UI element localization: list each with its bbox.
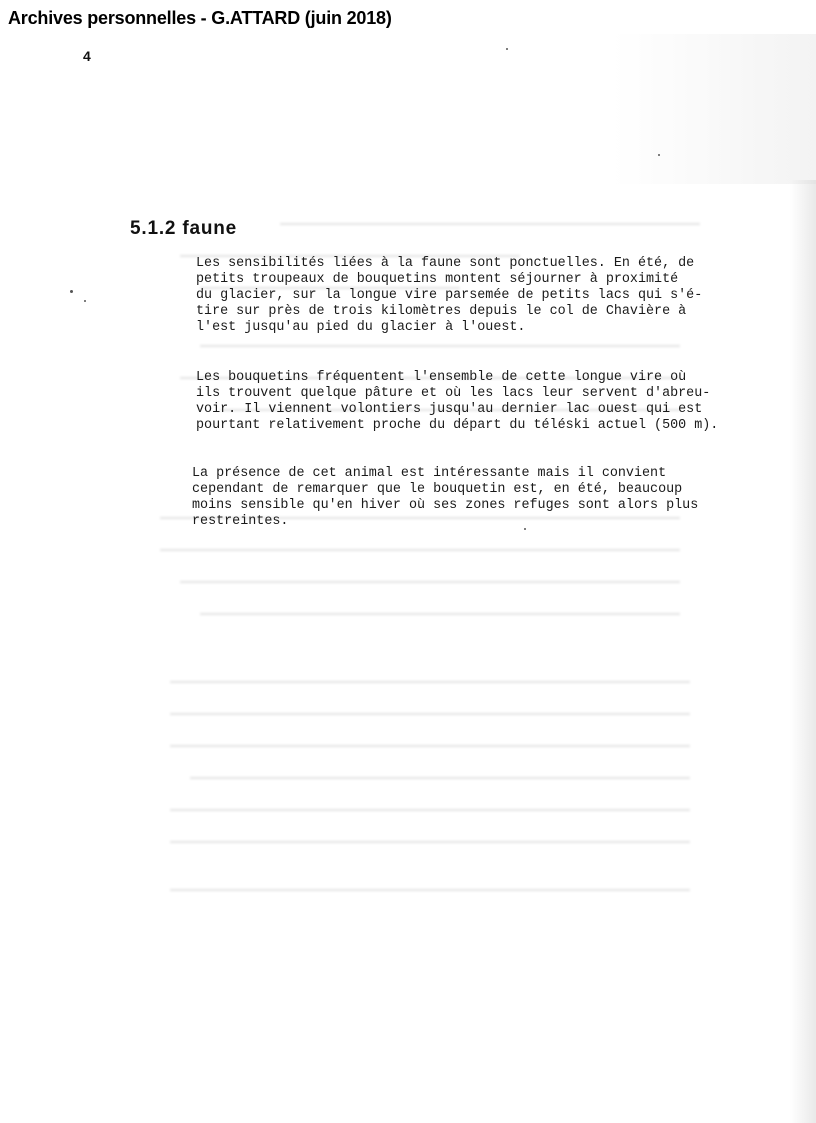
archive-title: Archives personnelles - G.ATTARD (juin 2018) (8, 8, 392, 28)
scan-page-edge (790, 180, 816, 1123)
text-line: ils trouvent quelque pâture et où les lacs leur servent d'abreu- (196, 386, 711, 401)
text-line: pourtant relativement proche du départ du téléski actuel (500 m). (196, 418, 719, 433)
text-line: cependant de remarquer que le bouquetin est, en été, beaucoup (192, 482, 683, 497)
page-number: 4 (83, 48, 91, 64)
scan-speck (70, 290, 73, 293)
text-line: l'est jusqu'au pied du glacier à l'ouest. (196, 320, 526, 335)
text-line: du glacier, sur la longue vire parsemée de petits lacs qui s'é- (196, 288, 703, 303)
section-heading: 5.1.2 faune (130, 218, 238, 239)
text-line: restreintes. (192, 514, 289, 529)
text-line: La présence de cet animal est intéressante mais il convient (192, 466, 667, 481)
text-line: voir. Il viennent volontiers jusqu'au dernier lac ouest qui est (196, 402, 703, 417)
archive-header (0, 0, 816, 34)
text-line: tire sur près de trois kilomètres depuis le col de Chavière à (196, 304, 687, 319)
text-line: petits troupeaux de bouquetins montent séjourner à proximité (196, 272, 679, 287)
scan-speck (506, 48, 508, 50)
text-line: Les bouquetins fréquentent l'ensemble de cette longue vire où (196, 370, 687, 385)
scan-speck (524, 528, 526, 530)
scan-speck (658, 154, 660, 156)
scan-speck (84, 300, 86, 302)
text-line: moins sensible qu'en hiver où ses zones refuges sont alors plus (192, 498, 699, 513)
scan-background-top (0, 34, 816, 184)
text-line: Les sensibilités liées à la faune sont ponctuelles. En été, de (196, 256, 695, 271)
